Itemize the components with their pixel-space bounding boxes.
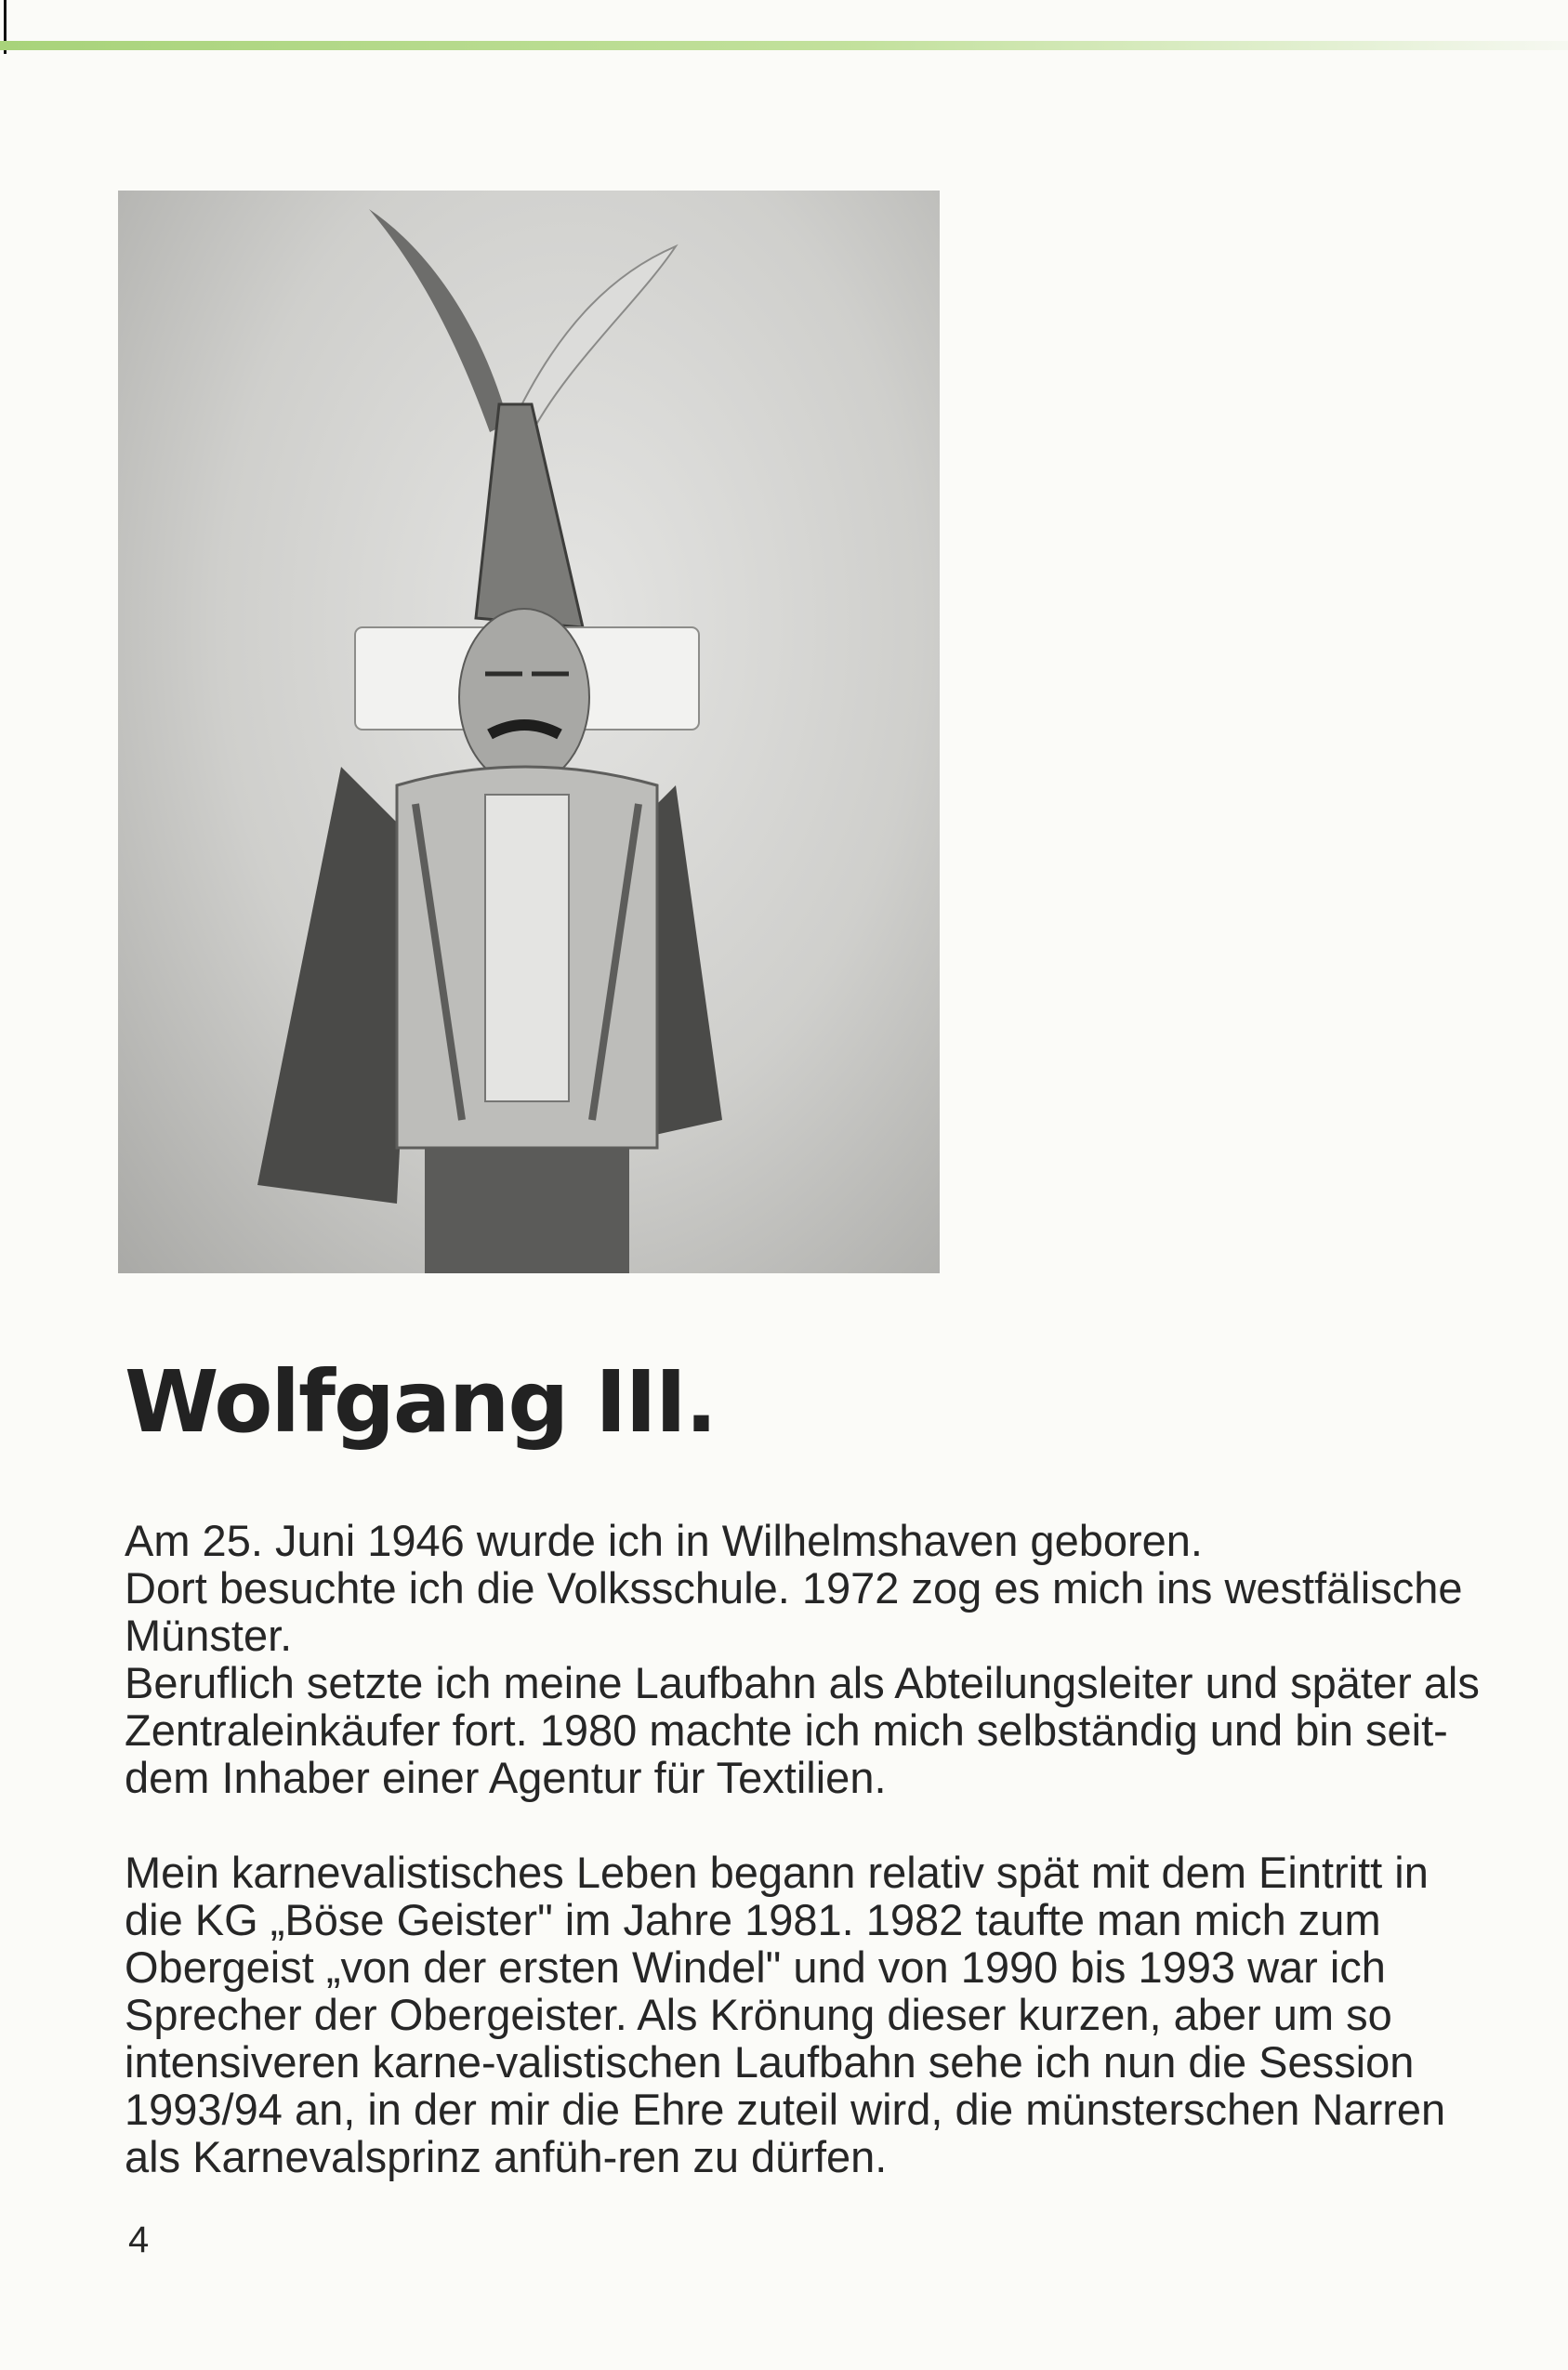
feather-dark <box>369 209 508 432</box>
paragraph-carnival: Mein karnevalistisches Leben begann relativ spät mit dem Eintritt in die KG „Böse Geister" im Jahre 1981. 1982 taufte man mich zum Obergeist „von der ersten Windel" und von 1990 bis 1993 war ich Sprecher der Obergeister. Als Krönung dieser kurzen, aber um so intensiveren karne-valistischen Laufbahn sehe ich nun die Session 1993/94 an, in der mir die Ehre zuteil wird, die münsterschen Narren als Karnevalsprinz anfüh-ren zu dürfen. <box>125 1848 1446 2181</box>
page-title: Wolfgang III. <box>125 1352 716 1452</box>
paragraph-school: Dort besuchte ich die Volksschule. 1972 zog es mich ins westfälische Münster. <box>125 1563 1463 1660</box>
carnival-hat <box>476 404 583 627</box>
portrait-illustration <box>118 191 940 1273</box>
cape-left <box>257 767 415 1204</box>
paragraph-birth: Am 25. Juni 1946 wurde ich in Wilhelmshaven geboren. <box>125 1516 1203 1565</box>
costume-front-panel <box>485 795 569 1101</box>
face <box>459 609 589 785</box>
top-green-stripe <box>0 41 1568 50</box>
paragraph-career: Beruflich setzte ich meine Laufbahn als Abteilungsleiter und später als Zentraleinkäufer fort. 1980 machte ich mich selbständig und bin seit-dem Inhaber einer Agentur für Textilien. <box>125 1658 1480 1802</box>
page-number: 4 <box>128 2219 150 2260</box>
biography-text <box>125 1517 1491 2180</box>
trousers <box>425 1148 629 1273</box>
portrait-photo <box>118 191 940 1273</box>
